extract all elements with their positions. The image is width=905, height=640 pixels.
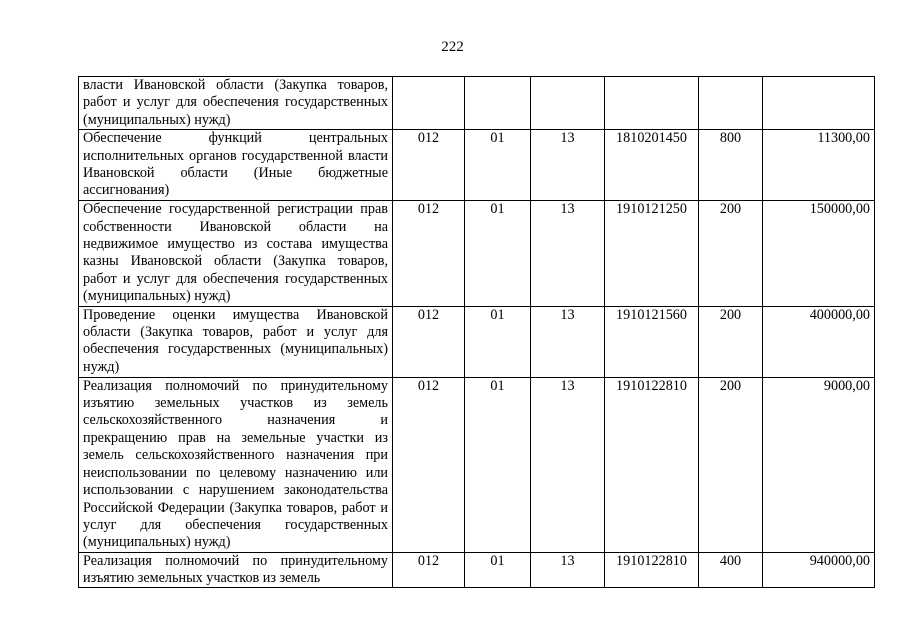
row-description: Обеспечение функций центральных исполнительных органов государственной власти Ивановской области (Иные бюджетные ассигнования) <box>79 130 393 201</box>
amount: 11300,00 <box>763 130 875 201</box>
section-code: 01 <box>465 306 531 377</box>
subsection-code: 13 <box>531 377 605 552</box>
subsection-code: 13 <box>531 130 605 201</box>
amount: 940000,00 <box>763 552 875 587</box>
subsection-code: 13 <box>531 201 605 306</box>
budget-table <box>78 76 875 588</box>
expense-type-code: 200 <box>699 306 763 377</box>
row-description-cell <box>79 552 393 587</box>
target-article-code: 1810201450 <box>605 130 699 201</box>
subsection-code: 13 <box>531 306 605 377</box>
table-row <box>79 552 875 587</box>
row-description: власти Ивановской области (Закупка товаров, работ и услуг для обеспечения государственных (муниципальных) нужд) <box>79 77 393 130</box>
ministry-code: 012 <box>393 377 465 552</box>
section-code: 01 <box>465 377 531 552</box>
row-description: Реализация полномочий по принудительному изъятию земельных участков из земель сельскохозяйственного назначения и прекращению прав на земельные участки из земель сельскохозяйственного назначения при неиспользовании по целевому назначению или использовании с нарушением законодательства Российской Федерации (Закупка товаров, работ и услуг для обеспечения государственных (муниципальных) нужд) <box>79 377 393 552</box>
ministry-code: 012 <box>393 201 465 306</box>
table-row <box>79 377 875 552</box>
table-row <box>79 201 875 306</box>
amount: 400000,00 <box>763 306 875 377</box>
ministry-code: 012 <box>393 130 465 201</box>
row-description: Реализация полномочий по принудительному изъятию земельных участков из земель <box>83 552 388 587</box>
target-article-code: 1910121250 <box>605 201 699 306</box>
section-code <box>465 77 531 130</box>
expense-type-code: 400 <box>699 552 763 587</box>
expense-type-code: 200 <box>699 377 763 552</box>
subsection-code <box>531 77 605 130</box>
target-article-code: 1910122810 <box>605 552 699 587</box>
page-number: 222 <box>441 39 464 55</box>
section-code: 01 <box>465 130 531 201</box>
target-article-code: 1910121560 <box>605 306 699 377</box>
subsection-code: 13 <box>531 552 605 587</box>
section-code: 01 <box>465 201 531 306</box>
expense-type-code <box>699 77 763 130</box>
table-row <box>79 77 875 130</box>
amount <box>763 77 875 130</box>
expense-type-code: 800 <box>699 130 763 201</box>
row-description: Проведение оценки имущества Ивановской области (Закупка товаров, работ и услуг для обеспечения государственных (муниципальных) нужд) <box>79 306 393 377</box>
table-row <box>79 130 875 201</box>
target-article-code: 1910122810 <box>605 377 699 552</box>
expense-type-code: 200 <box>699 201 763 306</box>
ministry-code: 012 <box>393 306 465 377</box>
ministry-code: 012 <box>393 552 465 587</box>
table-row <box>79 306 875 377</box>
amount: 9000,00 <box>763 377 875 552</box>
target-article-code <box>605 77 699 130</box>
amount: 150000,00 <box>763 201 875 306</box>
row-description: Обеспечение государственной регистрации прав собственности Ивановской области на недвижимое имущество из состава имущества казны Ивановской области (Закупка товаров, работ и услуг для обеспечения государственных (муниципальных) нужд) <box>79 201 393 306</box>
section-code: 01 <box>465 552 531 587</box>
ministry-code <box>393 77 465 130</box>
